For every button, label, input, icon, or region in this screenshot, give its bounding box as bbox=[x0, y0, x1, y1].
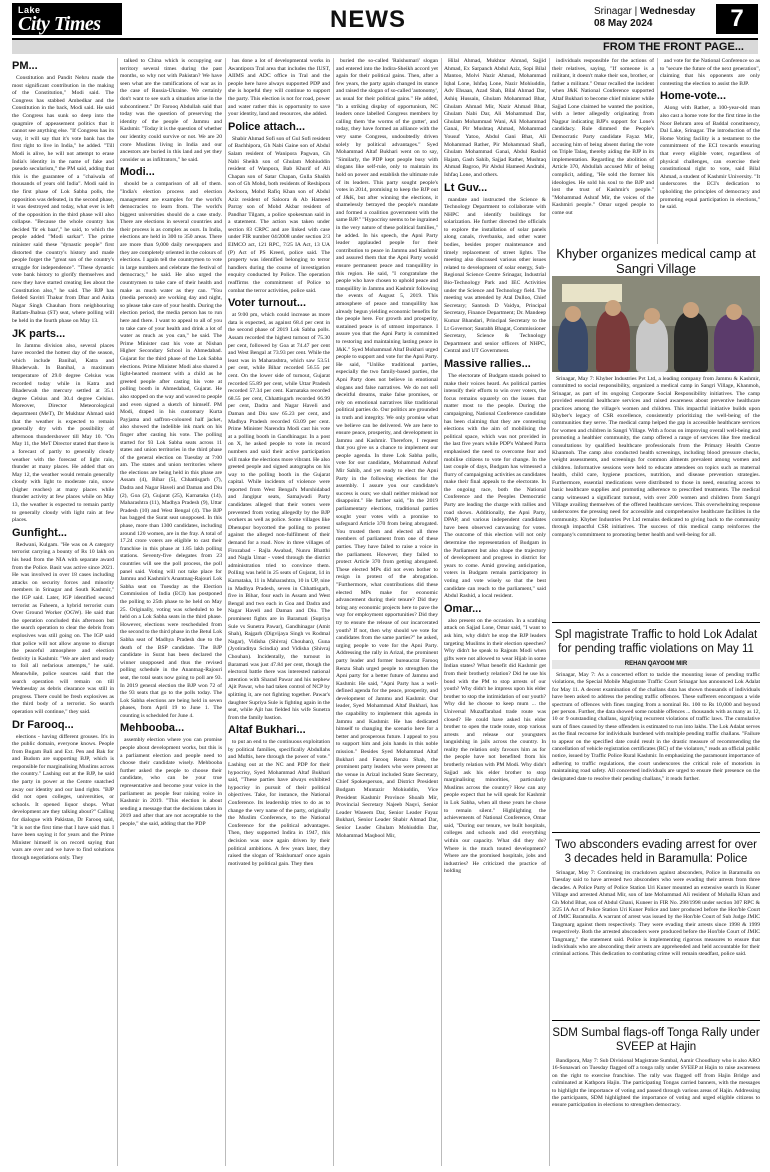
story-dr-farooq-text: elections - having different grouses. It's in the public domain, everyone knows. People from Bugam Bali and Ext. Pen and Bak for and Budom are supporting BJP, which is responsible for marginalising Muslims across the country." Lashing out at the BJP, he said the party in power at the Centre snatched away our identity and our land rights. "BJP did not open colleges, universities, or schools. It opened liquor shops. What development are they talking about?" Calling for dialogue with Pakistan, Dr Farooq said, "It is not the first time that I have said that. I have been saying it for years and the Prime Minister himself is on record saying that wars are over and we have to find solutions through negotiations only. They bbox=[12, 733, 114, 861]
story-divider bbox=[552, 832, 760, 833]
story-lok-adalat bbox=[552, 672, 760, 828]
story-altaf-bukhari-text: to put an end to the continuous exploitation by political families, specifically Abdullahs and Muftis, here through the power of vote." Lashing out at the NC and PDP for their hypocrisy, Syed Mohammad Altaf Bukhari said, "These parties have always exhibited hypocrisy in pursuit of their political objectives. Take, for instance, the National Conference. Its leadership tries to do as to change the very name of the party, originally the Muslim Conference, to the National Conference for the political advantages. Then, they supported Indira in 1947, this decision was once again driven by their political ambitions. A few years later, they raised the slogan of 'Raishumari' once again motivated by political gain. They then bbox=[228, 739, 330, 867]
photo-person bbox=[558, 316, 588, 372]
headline-voter-turnout: Voter turnout... bbox=[228, 297, 307, 310]
column-4 bbox=[336, 58, 438, 1166]
headline-home-vote: Home-vote... bbox=[660, 90, 727, 103]
section-title: NEWS bbox=[330, 6, 406, 33]
column-separator bbox=[117, 58, 118, 1166]
dateline-date: 08 May 2024 bbox=[594, 18, 653, 29]
story-massive-rallies-text: The electorate of Budgam stands poised to make their voices heard. As political parties intensify their efforts to win over voters, the focus remains squarely on the issues that matter most to the people. During the campaigning, National Conference candidate has been claiming that they are contesting elections with the aim of mobilising the political space, which was not provided in the last five years while PDP's Waheed Parra emphasised the need to overcome fear and mobilise citizens to vote for change. In the last couple of days, Budgam has witnessed a flurry of campaigning activities as candidates make their final appeals to the electorate. In the ongoing race, both the National Conference and the Peoples Democratic Party are leading the charge with rallies and road shows. Additionally, the Apni Party, DPAP, and various independent candidates have been observed canvassing for votes. The outcome of this election will not only determine the representation of Budgam in the Parliament but also shape the trajectory of development and progress in district for years to come. Amid growing anticipation, voters in Budgam remain participatory in voting and vote wisely so that the best candidate can reach to the parliament," said Abdul Rashid, a local resident. bbox=[444, 372, 546, 600]
headline-sdm: SDM Sumbal flags-off Tonga Rally under SVEEP at Hajin bbox=[552, 1027, 760, 1053]
headline-lok-adalat: Spl magistrate Traffic to hold Lok Adalat for pending traffic violations on May 11 bbox=[554, 629, 758, 655]
headline-police-attach: Police attach... bbox=[228, 120, 306, 133]
column-1 bbox=[12, 58, 114, 1166]
story-omar-continued: individuals responsible for the actions of their relatives, saying, "If someone is a militant, it doesn't make their son, brother, or father a militant." Omar recalled the incident when J&K National Conference supported Altaf Bukhari to become chief minister while Sajjad Lone claimed he wanted the position, with a letter allegedly originating from Nagpur indicating BJP's support for Lone's candidacy. Rule dimmed the People's Democratic Party candidate Fayaz Mir, accusing him of being absent during the vote on Triple Talaq, thereby aiding the BJP in its implementation. Regarding the abolition of Article 370, Abdullah accused Mir of being complicit, adding, "He sold the former his ideologies. He sold his soul to the BJP and lost the trust of Kashmir's people." "Mohammad Ashraf Mir, the voices of the Kashmiri people." Omar urged people to come out bbox=[552, 58, 654, 216]
story-omar-end: and vote for the National Conference so as to "secure the future of the next generation", claiming that his opponents are only contesting the election to assist the BJP. bbox=[660, 58, 760, 87]
photo-person-head bbox=[565, 306, 581, 322]
headline-omar: Omar... bbox=[444, 602, 482, 615]
story-home-vote-text: Along with Rather, a 100-year-old man also cast a home vote for the first time in the Noor Behram area of Baddal constituency, Dal Lake, Srinagar. The introduction of the Home Voting facility is a testament to the commitment of the ECI towards ensuring that every eligible voter, regardless of physical challenges, can exercise their constitutional right to vote, said Bilal Ahmad, a student of Kashmir University. "It underscores the ECI's dedication to upholding the principles of democracy and promoting equal participation in elections," he said. bbox=[660, 105, 760, 211]
story-absconders-text: Srinagar, May 7: Continuing its crackdown against absconders, Police in Baramulla on Tuesday said to have arrested two absconders who were evading their arrests from three decades. A Police Party of Police Station Uri Kuner mounted an extensive search in Kuner Village and arrested Ahmad Mir, son of late Mohammad Ali resident of Mohalla Khan and Gh Mohd Bhat, son of Abdul Ghani, Kuneer in FIR No. 298/1998 under section 307 RPC & 3/25 IA Act of Police Station Uri Kuner Police and later produced before the Hon'ble Court of JMIC Baramulla. A warrant of arrest was issued by the Hon'ble Court of Sub Judge JMIC Tangmarg against them respectively. They were evading their arrests since 1998 & 1999 respectively. Both the arrested absconders were produced before the Hon'ble Court of JMIC Tangmarg," the statement said. Police is implementing rigorous measures to ensure that individuals who are absconding their arrests are apprehended and held accountable for their criminal actions. This dedication to combating crime will remain steadfast, police said. bbox=[552, 870, 760, 958]
story-divider bbox=[552, 622, 760, 623]
story-khyber bbox=[552, 376, 760, 616]
story-lt-guv-text: mandate and instructed the Science & Technology Department to collaborate with NHPC and identify buildings for solarization. He further directed the officials to explore the installation of solar panels along canals, riverbanks, and other water bodies, besides proper maintenance and timely replacement of street lights. The meeting also discussed various other issues related to development of solar energy, Sub-Regional Science Centre Srinagar, Industrial Bio-Technology Park and IEC Activities under the Science and Technology field. The meeting was attended by Atal Dulloo, Chief Secretary; Santosh D Vaidya, Principal Secretary, Finance Department; Dr. Mandeep Kumar Bhandari, Principal Secretary to the Lt Governor; Saurabh Bhagat, Commissioner Secretary, Science & Technology Department and senior officers of NHPC, Central and UT Government. bbox=[444, 196, 546, 355]
photo-person-head bbox=[644, 308, 660, 324]
story-gunfight-text: Redwani, Kulgam. "He was on A category terrorist carrying a bounty of Rs 10 lakh on his head from the NIA with separate award from the Police. Basit was active since 2021. He was involved in over 18 cases including attacks on security forces and minority members in Srinagar and South Kashmir," the IGP said. Later, IGP identified second terrorist as Faheem, a hybrid terrorist cum Over Ground Worker (OGW). He said that the operation concluded this afternoon but the search operation to clear the debris from explosives was still going on. The IGP said that police will not allow anyone to disrupt the peaceful atmosphere and election festivity in Kashmir. "We are alert and ready to foil all nefarious attempts," he said. Meanwhile, police sources said that the search operation will remain on till Wednesday as debris clearance was still in progress. There could be fresh explosives as the third body of a terrorist. So search operation will continue," they said. bbox=[12, 541, 114, 715]
newspaper-logo bbox=[12, 3, 122, 35]
headline-altaf-bukhari: Altaf Bukhari... bbox=[228, 724, 306, 737]
column-6 bbox=[552, 58, 654, 244]
story-altaf-continued: buried the so-called 'Raishumari' slogan and entered into the Indira-Sheikh accord yet again for their political gains. Then, after a few years, the party again changed its stance and raised the slogan of so-called 'autonomy', as usual for their political gains." He added, "In a striking display of opportunism, NC leaders once labelled Congress members by calling them 'the worms of the gutter', and today, they have formed an alliance with the very same Congress, undoubtedly driven solely by political advantages." Syed Mohammad Altaf Bukhari went on to say, "Similarly, the PDP kept people busy with slogans like self-rule, only to maintain its hold on power and establish the ultimate rule of its leaders. This party sought people's votes in 2014, promising to keep the BJP out of J&K, but after winning the elections, it shamelessly betrayed the people's mandate and formed a coalition government with the same BJP." "Hypocrisy seems to be ingrained in the very nature of these political families," he added. In his speech, the Apni Party leader applauded people for their contribution to peace in Jammu and Kashmir and assured them that the Apni Party would ensure permanent peace and tranquillity in this region. He said, "I congratulate the people who have chosen to uphold peace and tranquillity in Jammu and Kashmir following the events of August 5, 2019. This atmosphere of peace and tranquillity has already begun yielding economic benefits for the people here. For growth and prosperity, sustained peace is of utmost importance. I assure you that the Apni Party is committed to restoring and maintaining lasting peace in J&K." Syed Mohammad Altaf Bukhari urged people to support and vote for the Apni Party. He said, "Unlike traditional parties, especially the two family-based parties, the Apni Party does not believe in emotional slogans and false narratives. We do not sell deceitful dreams, make false promises, or rely on emotional narratives like traditional political parties do. Our politics are grounded in truth and integrity. We only promise what we believe can be delivered. We are here to ensure peace, prosperity, and development in Jammu and Kashmir. Therefore, I request that you give us a chance to implement our people agenda. In three Lok Sabha polls, vote for our candidate, Mohammad Ashraf Mir Sahib, and yet ready to elect the Apni Party in the following elections for the assembly. I assure you our candidate's success is ours; we shall neither mislead nor disappoint." He further said, "In the 2019 parliamentary elections, traditional parties sought your votes with a promise to safeguard Article 370 from being abrogated. You trusted them and elected all three members of parliament from one of these parties. They have failed to raise a voice in the parliament. However, they failed to protect Article 370 from getting abrogated. These elected MPs did not even bother to resign in protest of the abrogation. "Furthermore, what contributions did these elected MPs make for economic advancement during their tenure? Did they bring any economic projects here to pave the way for employment opportunities? Did they try to ensure the release of our incarcerated youth? If not, then why should we vote for candidates from the same parties?" he asked, urging people to vote for the Apni Party. Addressing the rally in Arizal, the prominent party leader and former bureaucrat Farooq Renzu Shah urged people to strengthen the Apni party for a better future of Jammu and Kashmir. He said, "Apni Party has a well-defined agenda for the peace, prosperity, and development of Jammu and Kashmir. Our leader, Syed Mohammad Altaf Bukhari, has the capability to implement this agenda in Jammu and Kashmir. He has dedicated himself to changing the scenario here for a better and prosperous future. I appeal to you to support him and join hands in this noble mission." Besides Syed Mohammad Altaf Bukhari and Farooq Renzu Shah, the prominent party leaders who were present at the venue in Arizal included State Secretary, Chief Spokesperson, and District President Budgam Muntazir Mohiuddin, Vice President Kashmir Province Shoaib Mir, Provincial Secretary Najeeb Naqvi, Senior Leader Waseem Dar, Senior Leader Fayaz Bukhari, Senior Leader Shabir Ahmad Dar, Senior Leader Ghulam Mohiuddin Dar, Mohammad Maqbool Mir, bbox=[336, 58, 438, 839]
story-farooq-continued: talked to China which is occupying our territory several times during the past months, so why not with Pakistan? We have seen what are the ramifications of war as in the case of Russia-Ukraine. We certainly don't want to see such a situation arise in the subcontinent." Dr Farooq Abdullah said that today was the question of preserving the identity of the people of Jammu and Kashmir. "Today it is the question of whether our identity could survive or not. We are 20 crore Muslims living in India and our ancestors are buried in this land and yet they consider us as infiltrators," he said. bbox=[120, 58, 222, 163]
column-separator bbox=[333, 58, 334, 1166]
headline-jk-parts: JK parts... bbox=[12, 327, 66, 340]
medical-camp-photo bbox=[552, 276, 760, 372]
story-khyber-text: Srinagar, May 7: Khyber Industries Pvt Ltd, a leading company from Jammu & Kashmir, committed to social responsibility, organized a medical camp in Sangri Village, Khanmoh, Srinagar, as part of its ongoing Corporate Social Responsibility initiatives. The camp provided essential healthcare services and raised awareness about preventive healthcare practices among the village's women and children. This impactful initiative builds upon Khyber's legacy of CSR excellence, consistently prioritizing the well-being of the communities they serve. The medical camp helped the gap in accessible healthcare services for women and children in Sangri Village. With a focus on improving overall well-being and promoting a healthier community, the camp offered a range of services like free medical consultations by qualified healthcare professionals from the Primary Health Centre Khanmoh. The camp also conducted health screenings, including blood pressure checks, weight assessments, and screenings for common ailments prevalent among women and children. Informative sessions were held to educate attendees on topics such as maternal health, child care, hygiene practices, nutrition, and disease prevention strategies. Furthermore, essential medications were distributed to those in need, ensuring access to basic healthcare supplies and promoting adherence to prescribed treatments. The medical camp witnessed a significant turnout, with over 200 women and children from Sangri Village availing themselves of the offered healthcare services. This overwhelming response underscores the pressing need for accessible and comprehensive healthcare facilities in the community. Khyber Industries Pvt Ltd remains dedicated to giving back to the community through impactful CSR initiatives. The success of this medical camp reinforces the company's commitment to promoting better health and well-being for all. bbox=[552, 376, 760, 538]
page-number: 7 bbox=[716, 4, 758, 34]
photo-person-head bbox=[605, 300, 621, 316]
story-omar-text: also present on the occasion. In a scathing attack on Sajjad Lone, Omar said, "I want to ask him, why didn't he stop the BJP leaders targeting Muslims in their election speeches? Why didn't he speak to Rajputs Modi when gifts were not allowed to wear Hijab in some Indian states? What benefit did Kashmir get from their brotherly relation? Did he use his bond with the PM to stop arrests of our youth? Why didn't he impress upon his elder brother to stop the intimidation of our youth? Why did he choose to keep mum ... the Universal Muzaffarabad trade route was closed? He could have asked his elder brother to open the trade route, stop various arrests and release our youngsters languishing in jails across the country. In reality the relation only favours him as for the people have not benefited from his brotherly relation with PM Modi. Why didn't Sajjad ask his elder brother to stop marginalising minorities, particularly Muslims across the country? How can any people expect that he will speak for Kashmir in Lok Sabha, when all these years he chose to remain silent." Highlighting the achievements of National Conference, Omar said, "During our tenure, we built hospitals, colleges and schools and did everything within our capacity. What did they do? Where is the much touted development? Where are the promised hospitals, jobs and industries? He criticized the practice of holding bbox=[444, 617, 546, 875]
column-3 bbox=[228, 58, 330, 1166]
headline-pm: PM... bbox=[12, 60, 38, 72]
column-separator bbox=[441, 58, 442, 1166]
story-police-attach-text: Shabir Ahmad Sofi son of Gul Sofi resident of Bachhipora, Gh Nabi Gaine son of Abdul Salam resident of Wanipora Pagwan, Gh Nabi Sheikh son of Ghulam Mohiuddin resident of Wanpora, Bab Khurif of Ali Chapan son of Satar Chapan, Gulla Shaikh son of Gh Mohd, both residents of Reshipora Awloora, Mohd Rafiq Khan son of Abdul Aziz resident of Saloora & Ab Hameed Parray son of Mohd Akbar resident of Pandhar Tilgam, a police spokesman said in a statement. The action was taken under section 83 CRPC and are linked with case under FIR number 04/2008 under section 2/3 EIMCO act, 121 RPC, 7/25 IA Act, 13 UA (P) Act of PS Kreeri, police said. The property was identified belonging to terror handlers during the course of investigation enquiry conducted by Police. The operation reaffirms the commitment of Police to combat the terror activities, police said. bbox=[228, 135, 330, 294]
column-7 bbox=[660, 58, 760, 244]
dateline-city: Srinagar bbox=[594, 6, 632, 17]
headline-massive-rallies: Massive rallies... bbox=[444, 357, 531, 370]
dateline: Srinagar | Wednesday 08 May 2024 bbox=[594, 6, 696, 29]
column-2 bbox=[120, 58, 222, 1166]
story-mehbooba-continued: has done a lot of developmental works in Awantipora Tral area that includes the IUST, AIIMS and ADC office in Tral and the people here have always supported PDP and she is hopeful they will continue to support the party. This election is not for road, power and water rather this is opportunity to save your identity, land and resources, she added. bbox=[228, 58, 330, 118]
story-lok-adalat-text: Srinagar, May 7: As a concerted effort to tackle the mounting issue of pending traffic violations, the Special Mobile Magistrate Traffic Court Srinagar has announced Lok Adalat for May 11. A decent examination of the challans data has shown thousands of individuals have been asked to address the pending traffic offences. These sufferers encompass a wide spectrum of offences with fines ranging from a nominal Rs. 100 to Rs 10,000 and beyond per person. Further, the data showed some notable offences ... thousands with as many as 12, 10 or 9 outstanding challans, signifying recurrent violations of traffic laws. The cumulative sum of fines caused by these offenders is estimated to run into lakhs. The Lok Adalat serves as the final recourse for individuals burdened with multiple pending traffic challans. "Failure to appear on the specified date could result in the drastic measure of recommending the cancellation of vehicle registration certificates (RC) of the violators," reads an official public notice, issued by Traffic Police Rural Kashmir. In emphasizing the paramount importance of adhering to traffic regulations, the court underscores the critical role of motorists in maintaining road safety. All concerned individuals are urged to ensure their presence on the designated date to resolve their pending challans," it reads further. bbox=[552, 672, 760, 782]
story-sdm-text: Bandipora, May 7: Sub Divisional Magistrate Sumbal, Aamir Choudhary who is also ARO 16-Sonawari on Tuesday flagged off a tonga rally under SVEEP at Hajin to raise awareness on the right to exercise franchise. The rally was flagged off from Hajin Bridge and culminated at Kathpora Hajin. The participating Tongas carried banners, with the messages to highlight the importance of voting and passed through various areas of Hajin. Addressing the participants, SDM highlighted the importance of voting and urged eligible citizens to ensure participation in elections to strengthen democracy. bbox=[552, 1058, 760, 1109]
headline-gunfight: Gunfight... bbox=[12, 526, 67, 539]
story-voter-turnout-text: at 9:00 pm, which could increase as more data is expected, as against 68.4 per cent in the second phase of 2019 Lok Sabha polls. Assam recorded the highest turnout of 75.30 per cent, followed by Goa at 74.47 per cent and West Bengal at 73.93 per cent. While the least was in Maharashtra, which saw 53.51 per cent, while Bihar recorded 56.55 per cent. On the lower side of turnout, Gujarat recorded 55.89 per cent, while Uttar Pradesh recorded 57.34 per cent. Karnataka recorded 68.55 per cent, Chhattisgarh recorded 66.99 per cent, Dadra and Nagar Haveli and Daman and Diu saw 65.23 per cent, and Madhya Pradesh recorded 63.09 per cent. Prime Minister Narendra Modi cast his vote at a polling booth in Gandhinagar. In a post on X, he asked people to vote in record numbers and said their active participation will make the elections more vibrant. He also greeted people and signed autographs on his way to the polling booth in the Gujarat capital. While incidents of violence were reported from West Bengal's Murshidabad and Jangipur seats, Samajwadi Party candidates alleged that their voters were prevented from voting allegedly by the BJP workers as well as police. Some villages like Dhenupur boycotted the polling to protest against the alleged non-fulfilment of their demand for a road. Now in three villages of Firozabad - Rajla Awabad, Nunru Bhatthi and Nagla Umar - voted through the district administration tried to convince them. Polling was held in 25 seats of Gujarat, 14 in Karnataka, 11 in Maharashtra, 10 in UP, nine in Madhya Pradesh, seven in Chhattisgarh, five in Bihar, four each in Assam and West Bengal and two each in Goa and Dadra and Nagar Haveli and Daman and Diu. The prominent fights are in Baramati (Supriya Sule vs Sunetra Pawar), Gandhinagar (Amit Shah), Rajgarh (Digvijaya Singh vs Rodmal Nagar), Vidisha (Shivraj Chouhan), Guna (Jyotiraditya Scindia) and Vidisha (Shivraj Chouhan). Incidentally, the turnout in Baramati was just 47.84 per cent, though the electoral battle there was interested national attention with Sharad Pawar and his nephew Ajit Pawar, who had taken control of NCP by splitting it, are not fighting together. Pawar's daughter Supriya Sule is fighting again in the seat, while Ajit has fielded his wife Sunetra from the family bastion. bbox=[228, 312, 330, 721]
headline-absconders: Two absconders evading arrest for over 3 decades held in Baramulla: Police bbox=[555, 839, 757, 865]
photo-person bbox=[714, 314, 754, 372]
masthead bbox=[0, 0, 770, 38]
front-page-strip: FROM THE FRONT PAGE... bbox=[12, 40, 758, 54]
story-divider bbox=[552, 1020, 760, 1021]
headline-lt-guv: Lt Guv... bbox=[444, 181, 488, 194]
column-separator bbox=[549, 58, 550, 1166]
headline-khyber: Khyber organizes medical camp at Sangri Village bbox=[556, 246, 756, 276]
column-5 bbox=[444, 58, 546, 1166]
headline-modi: Modi... bbox=[120, 166, 155, 179]
story-sdm bbox=[552, 1058, 760, 1166]
story-mehbooba-text: assembly election where you can promise people about development works, but this is a parliament election and people need to choose their candidate wisely. Mehbooba further asked the people to choose their candidate, who can be your true representative and become your voice in the parliament as people fear raising voice in Kashmir in 2019. "This election is about sending a message that the decisions taken in 2019 and after that are not acceptable to the people," she said, adding that the PDP bbox=[120, 737, 222, 827]
column-separator bbox=[657, 58, 658, 244]
story-jk-parts-text: In Jammu division also, several places have recorded the hottest day of the season, which include Banihal, Katra and Bhaderwah. In Banihal, a maximum temperature of 29.0 degree Celsius was recorded today while in Katra and Bhaderwah the mercury settled at 35.1 degree Celsius and 30.4 degree Celsius. Moreover, Director Meteorological department (MeT), Dr Mukhtar Ahmad said that the weather is expected to remain generally dry with the possibility of afternoon thundershower till May 10. "On May 11, the MeT Director stated that there is a forecast of partly to generally cloudy weather with the forecast of light rain, thunder at many places. He added that on May 12, the weather would remain generally cloudy with light to moderate rain, snow (higher reaches) at many places while thunder activity at few places while on May 13, the weather is expected to remain partly to generally cloudy with light rain at few places. bbox=[12, 342, 114, 524]
story-absconders bbox=[552, 870, 760, 1016]
photo-person-head bbox=[726, 304, 742, 320]
dateline-day: Wednesday bbox=[639, 6, 696, 17]
story-pm-text: Constitution and Pandit Nehru made the most significant contribution in the making of the Constitution," Modi said. The Congress has stabbed Ambedkar and the Constitution in the back, Modi said. He said the Congress has sunk so deep into the quagmire of appeasement politics that it cannot see anything else. "If Congress has its way, it will say that it's vote bank has the first right to live in India," he added. "Till Modi is alive, he will not attempt to erase India's identity in the name of fake and pseudo secularism," the PM said, adding that this is the guarantee of a "chaiwala of thousands of years old India". Modi said in the first phase of Lok Sabha polls, the opposition was defeated, in the second phase, it was destroyed and today, what ever is left of the opposition in the third phase will also collapse. "Because the whole country has decided 'fir ek baar'," he said, to which the people added "Modi sarkar". The prime minister said these "dynastic people" first distorted the country's history and made people forget the "great son of the country's struggle for independence". "These dynastic vote bank history to glorify themselves and now they have started creating lies about the Constitution also," he said. The BJP has fielded Savitri Thakur from Dhar and Anita Nagar Singh Chauhan from neighbouring Ratlam-Jhabua (ST) seat, where polling will be held in the fourth phase on May 13. bbox=[12, 75, 114, 324]
photo-person bbox=[674, 312, 708, 372]
headline-dr-farooq: Dr Farooq... bbox=[12, 718, 74, 731]
logo-small-text: Lake bbox=[18, 5, 41, 15]
column-separator bbox=[225, 58, 226, 1166]
photo-person bbox=[636, 318, 668, 372]
headline-mehbooba: Mehbooba... bbox=[120, 722, 185, 735]
photo-person-head bbox=[683, 302, 699, 318]
logo-big-text: City Times bbox=[18, 13, 101, 35]
photo-person bbox=[596, 310, 630, 372]
byline-lok-adalat: REHAN QAYOOM MIR bbox=[552, 660, 760, 669]
story-leaders-list: Hilal Ahmad, Mukhtar Ahmad, Sajjid Ahmad, Ex Sarpanch Abdul Aziz, Sopi Bilal Mantoo, Molvi Nazir Ahmad, Mohammad Iqbal Lone, Ishfaq Lone, Nazir Mohiuddin, Adv Ehsaan, Azad Shah, Bilal Ahmad Dar, Ashiq Hussain, Ghulam Mohammad Bhat, Ghulam Ahmad Mir, Nazir Ahmad Bhat, Ghulam Nabi Dar, Ali Mohammad Dar, Ghulam Mohammad Wani, Ali Mohammad Ganai, Pir Mushtaq Ahmad, Mohammad Yousuf Yatoo, Abdul Gani Bhat, Ali Mohammad Rather, Pir Mohammad Shafi, Ghulam Mohammad Ganai, Abdul Rashid Hajam, Gash Sahib, Sajjad Rather, Mushtaq Ahmad Bagroo, Pir Abdul Hameed Andrabi, Ishfaq Lone, and others. bbox=[444, 58, 546, 178]
story-modi-text: should be a comparison of all of them. "India's election process and election management are examples for the world's democracies to learn from. The world's biggest universities should do a case study. There are elections in several countries and their process is as complex as ours. In India, elections are held in 300 to 350 areas. There are more than 9,000 daily newspapers and they are completely oriented in the colours of elections. I again tell the countrymen to vote in large numbers and celebrate the festival of democracy," he said. He also urged the countrymen to take care of their health and make as much water as they can. "You (media persons) are working day and night, so please take care of your health. During the election period, the media person has to run here and there. I want to appeal to all of you to take care of your health and drink a lot of water as much as you can," he said. The Prime Minister cast his vote at Nishan Higher Secondary School in Ahmedabad. Gujarat for the third phase of the Lok Sabha elections. Prime Minister Modi also shared a light-hearted moment with a child as he greeted people after casting his vote at polling booth in Ahmedabad, Gujarat. He also stopped on the way and waved to people and even signed a sketch of himself. PM Modi, draped in his customary Kurta Payjama and saffron-coloured half jacket, also showed the indelible ink mark on his finger after casting his vote. The polling started for 93 Lok Sabha seats across 11 states and union territories in the third phase of the general election on Tuesday at 7:00 am. The states and union territories where the elections are being held in this phase are Assam (4), Bihar (5), Chhattisgarh (7), Dadra and Nagar Haveli and Daman and Diu (2), Goa (2), Gujarat (25), Karnataka (14), Maharashtra (11), Madhya Pradesh (9), Uttar Pradesh (10) and West Bengal (4). The BJP has bagged the Surat seat unopposed. In this phase, more than 1300 candidates, including around 120 women, are in the fray. A total of 17.24 crore voters are eligible to cast their franchise in this phase at 1.85 lakh polling stations. Seventy-five delegates from 23 countries will see the poll process, the poll panel said. Voting will not take place for Jammu and Kashmir's Anantnag-Rajouri Lok Sabha seat on Tuesday as the Election Commission of India (ECI) has postponed the polling to 25th phase to be held on May 25. Originally, voting was scheduled to be held on a Lok Sabha seats in the third phase. However, elections were rescheduled from the second to the third phase in the Betul Lok Sabha seat of Madhya Pradesh due to the death of the BSP candidate. The BJP candidate in Surat has been declared the winner unopposed and thus the revised polling schedule in the Anantnag-Rajouri seat, the total seats now going to poll are 93. In 2019 general election the BJP won 72 of the 93 seats that go to the polls today. The Lok Sabha elections are being held in seven phases, from April 19 to June 1. The counting is scheduled for June 4. bbox=[120, 181, 222, 719]
